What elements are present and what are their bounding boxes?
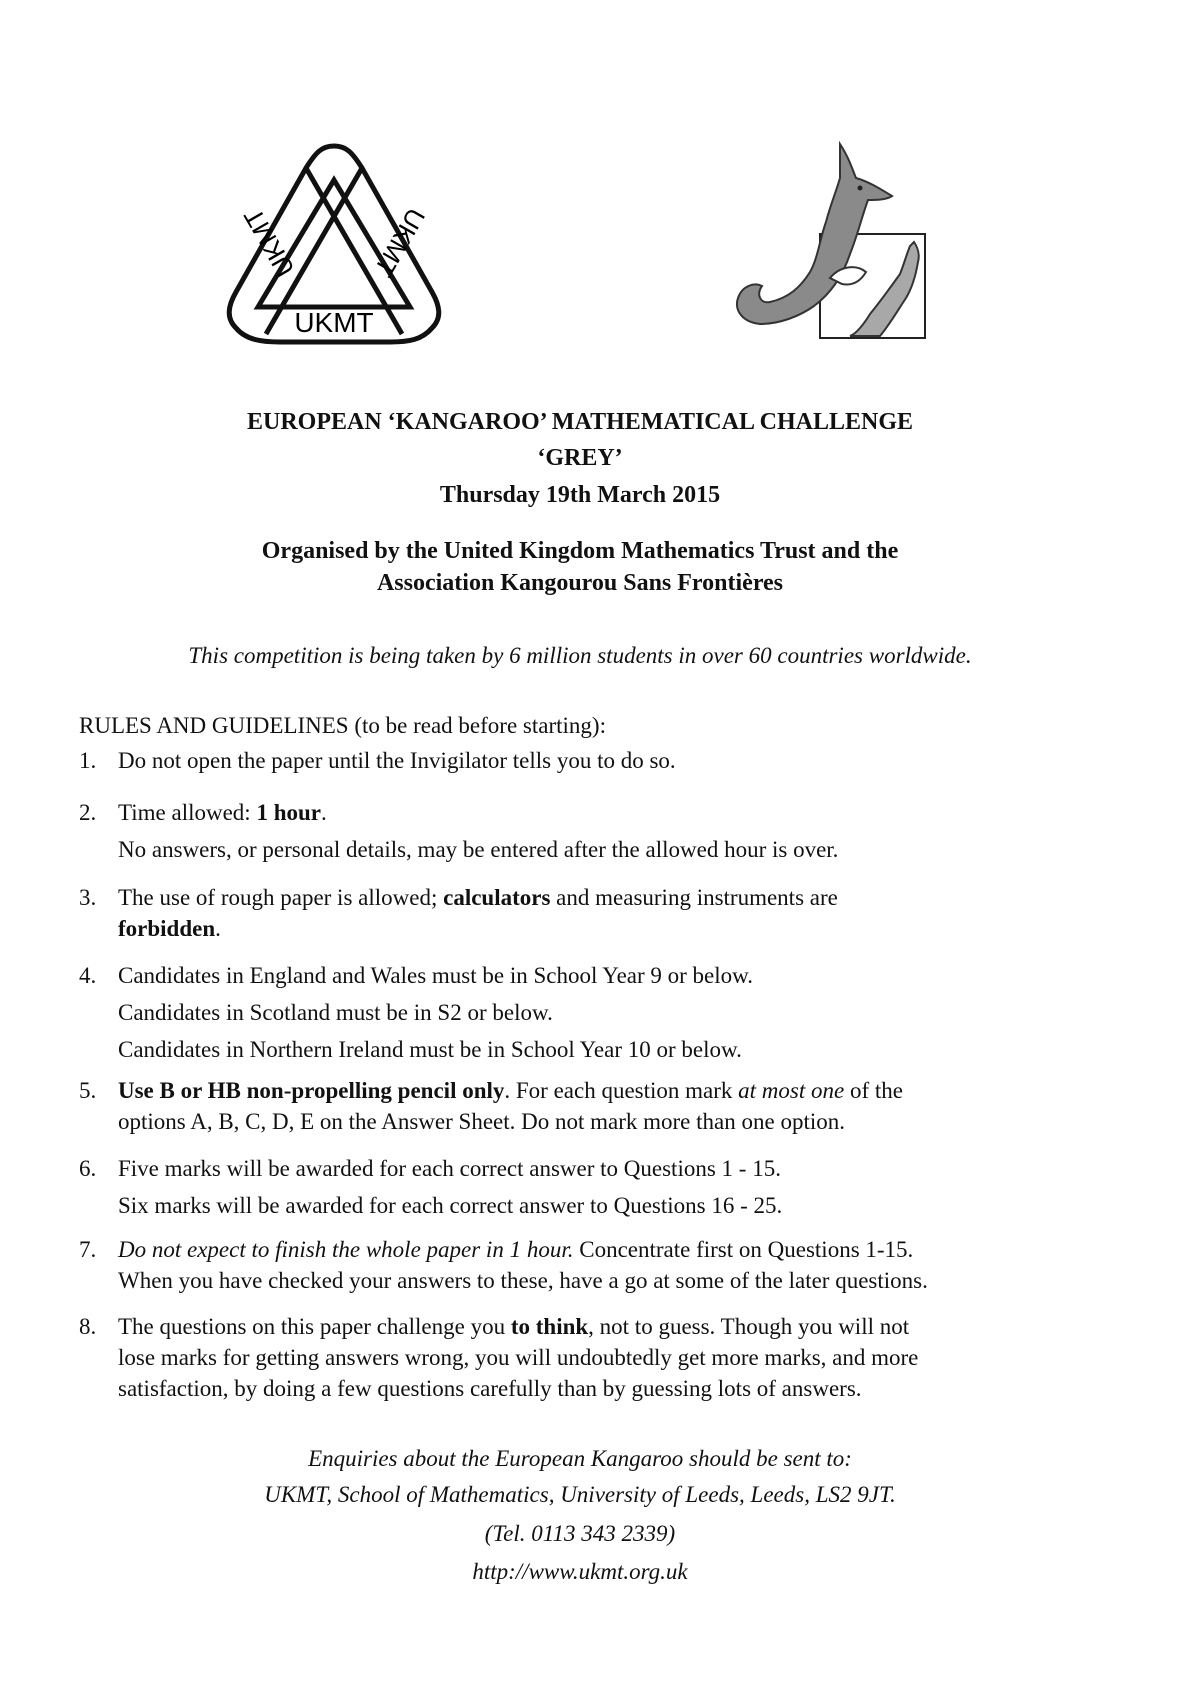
rule-text: Six marks will be awarded for each correct answer to Questions 16 - 25. [118, 1193, 783, 1218]
exam-date: Thursday 19th March 2015 [439, 482, 721, 508]
rule-text: Candidates in Scotland must be in S2 or below. [118, 1000, 553, 1025]
website-link[interactable]: http://www.ukmt.org.uk [472, 1559, 688, 1584]
phone-line: (Tel. 0113 343 2339) [484, 1521, 676, 1546]
rule-text: No answers, or personal details, may be entered after the allowed hour is over. [118, 837, 839, 862]
rule-number: 5. [79, 1078, 97, 1103]
rule-number: 2. [79, 800, 97, 825]
rule-text: forbidden. [118, 916, 221, 941]
rule-text: Candidates in England and Wales must be in School Year 9 or below. [118, 963, 754, 988]
rules-title: RULES AND GUIDELINES (to be read before starting): [79, 713, 606, 738]
rule-number: 6. [79, 1156, 97, 1181]
rule-text: The questions on this paper challenge you to think, not to guess. Though you will not [118, 1314, 910, 1339]
rule-number: 3. [79, 885, 97, 910]
paper-level: ‘GREY’ [537, 445, 623, 471]
rule-number: 1. [79, 748, 97, 773]
competition-note: This competition is being taken by 6 million students in over 60 countries worldwide. [188, 643, 972, 668]
rule-text: Candidates in Northern Ireland must be in School Year 10 or below. [118, 1037, 742, 1062]
ukmt-logo-bottom-label: UKMT [294, 307, 374, 338]
address-line: UKMT, School of Mathematics, University of Leeds, Leeds, LS2 9JT. [264, 1482, 896, 1507]
rule-text: The use of rough paper is allowed; calculators and measuring instruments are [118, 885, 838, 910]
page-title: EUROPEAN ‘KANGAROO’ MATHEMATICAL CHALLENGE [246, 409, 914, 435]
organiser-line-1: Organised by the United Kingdom Mathematics Trust and the [261, 538, 899, 564]
enquiries-line: Enquiries about the European Kangaroo should be sent to: [308, 1446, 852, 1471]
rule-number: 8. [79, 1314, 97, 1339]
rule-text: Use B or HB non-propelling pencil only. For each question mark at most one of the [118, 1078, 903, 1103]
rule-text: satisfaction, by doing a few questions carefully than by guessing lots of answers. [118, 1376, 862, 1401]
organiser-line-2: Association Kangourou Sans Frontières [376, 570, 784, 596]
rule-text: Time allowed: 1 hour. [118, 800, 327, 825]
kangaroo-logo [730, 138, 930, 344]
rule-text: lose marks for getting answers wrong, you will undoubtedly get more marks, and more [118, 1345, 919, 1370]
ukmt-logo-right-label: UKMT [368, 203, 432, 282]
ukmt-logo [222, 142, 447, 346]
ukmt-logo-left-label: UKMT [237, 203, 301, 282]
rule-text: Do not expect to finish the whole paper in 1 hour. Concentrate first on Questions 1-15. [118, 1237, 914, 1262]
rule-text: When you have checked your answers to these, have a go at some of the later questions. [118, 1268, 928, 1293]
rule-number: 7. [79, 1237, 97, 1262]
rule-number: 4. [79, 963, 97, 988]
rule-text: Five marks will be awarded for each correct answer to Questions 1 - 15. [118, 1156, 781, 1181]
rule-text: Do not open the paper until the Invigilator tells you to do so. [118, 748, 676, 773]
rule-text: options A, B, C, D, E on the Answer Sheet. Do not mark more than one option. [118, 1109, 845, 1134]
